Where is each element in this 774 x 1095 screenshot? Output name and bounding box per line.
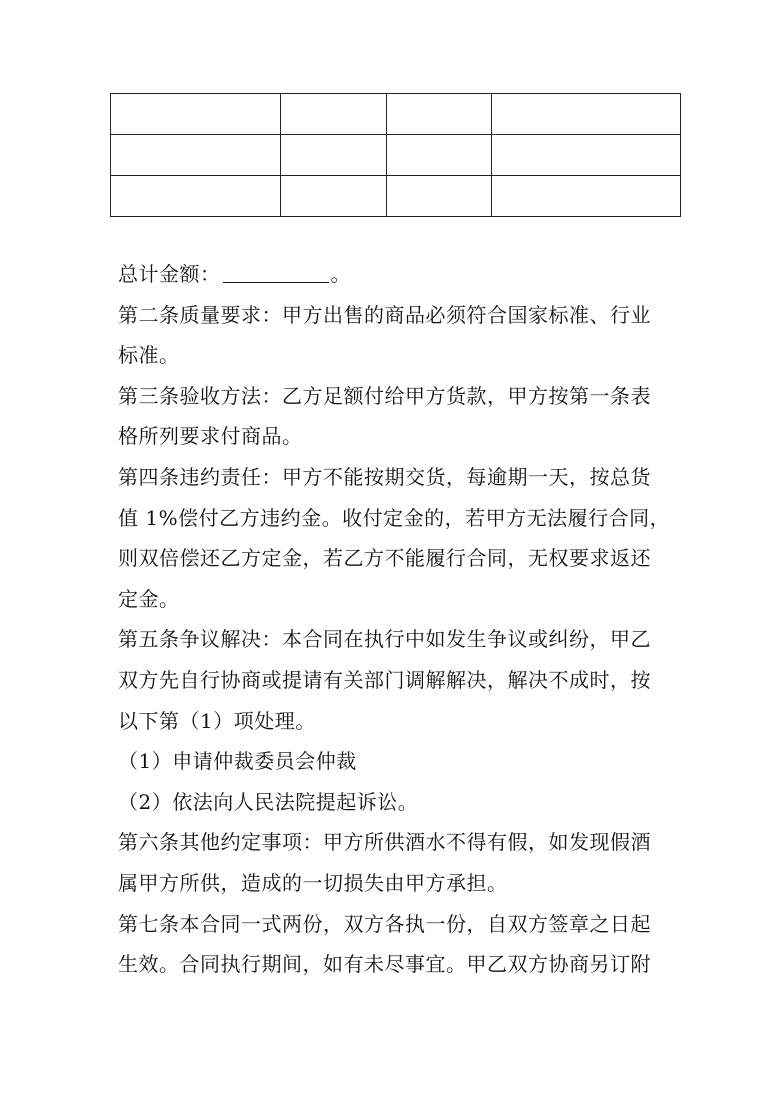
table-cell: [492, 135, 681, 176]
table-cell: [111, 94, 281, 135]
total-amount-line: [118, 254, 663, 295]
table-cell: [387, 135, 492, 176]
table-row: [111, 94, 681, 135]
table-cell: [111, 135, 281, 176]
clause-line: 格所列要求付商品。: [118, 424, 303, 449]
clause-line: 生效。合同执行期间，如有未尽事宜。甲乙双方协商另订附: [118, 952, 651, 977]
table-cell: [387, 176, 492, 217]
clause-line: 第七条本合同一式两份，双方各执一份，自双方签章之日起: [118, 911, 651, 936]
total-amount-suffix: 。: [330, 262, 351, 286]
goods-table: [110, 93, 681, 217]
clause-line: 第二条质量要求：甲方出售的商品必须符合国家标准、行业: [118, 302, 651, 327]
table-cell: [492, 176, 681, 217]
clause-line: 以下第（1）项处理。: [118, 708, 316, 733]
total-amount-label: 总计金额：: [118, 262, 221, 286]
contract-body: [118, 254, 671, 985]
clause-line: 则双倍偿还乙方定金，若乙方不能履行合同，无权要求返还: [118, 546, 651, 571]
clause-line: 定金。: [118, 586, 180, 611]
total-amount-blank: [223, 262, 329, 283]
clause-line: 第五条争议解决：本合同在执行中如发生争议或纠纷，甲乙: [118, 627, 651, 652]
table-row: [111, 135, 681, 176]
table-cell: [281, 94, 387, 135]
table-cell: [387, 94, 492, 135]
clause-line: 第三条验收方法：乙方足额付给甲方货款，甲方按第一条表: [118, 383, 651, 408]
table-cell: [492, 94, 681, 135]
option-item: （2）依法向人民法院提起诉讼。: [118, 789, 419, 814]
clause-line: 标准。: [118, 343, 180, 368]
clause-line: 第四条违约责任：甲方不能按期交货，每逾期一天，按总货: [118, 464, 651, 489]
table-cell: [281, 135, 387, 176]
clause-line: 双方先自行协商或提请有关部门调解解决，解决不成时，按: [118, 667, 651, 692]
clause-line: 第六条其他约定事项：甲方所供酒水不得有假，如发现假酒: [118, 830, 651, 855]
clause-line: 属甲方所供，造成的一切损失由甲方承担。: [118, 870, 508, 895]
table-cell: [111, 176, 281, 217]
clause-line: 值 1%偿付乙方违约金。收付定金的，若甲方无法履行合同，: [118, 505, 671, 530]
table-row: [111, 176, 681, 217]
option-item: （1）申请仲裁委员会仲裁: [118, 749, 357, 774]
table-cell: [281, 176, 387, 217]
